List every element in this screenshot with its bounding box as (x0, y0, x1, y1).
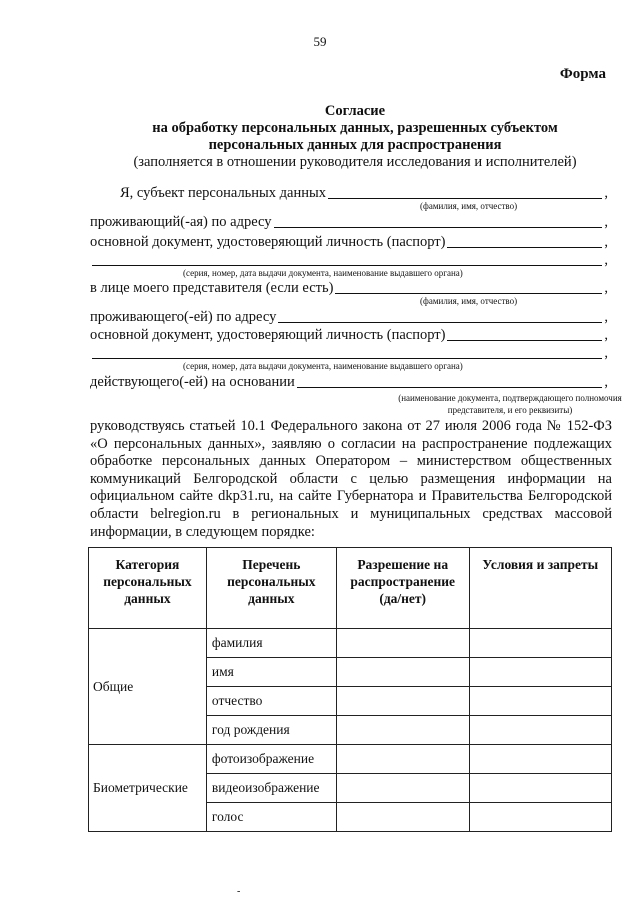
permission-cell[interactable] (336, 687, 469, 716)
table-row (89, 745, 612, 774)
address-label: проживающий(-ая) по адресу (90, 214, 272, 230)
comma: , (604, 252, 608, 268)
item-patronymic: отчество (206, 687, 336, 716)
rep-doc-field-continued[interactable] (92, 357, 602, 359)
title-line-2: на обработку персональных данных, разрешенных субъектом (152, 120, 558, 136)
conditions-cell[interactable] (469, 629, 611, 658)
hint-doc: (серия, номер, дата выдачи документа, наименование выдавшего органа) (183, 268, 463, 278)
table-header-row (89, 548, 612, 629)
rep-address-line (90, 309, 608, 326)
consent-paragraph: руководствуясь статьей 10.1 Федерального закона от 27 июля 2006 года № 152-ФЗ «О персональных данных», заявляю о согласии на распространение подлежащих обработке персональных данных Оператором – министерством общественных коммуникаций Белгородской области с целью размещения информации на официальном сайте dkp31.ru, на сайте Губернатора и Правительства Белгородской области belregion.ru в региональных и муниципальных средствах массовой информации, в следующем порядке: (90, 418, 612, 540)
basis-line (90, 374, 608, 391)
basis-field[interactable] (297, 386, 603, 388)
rep-doc-label: основной документ, удостоверяющий личность (паспорт) (90, 327, 446, 343)
rep-doc-line (90, 327, 608, 344)
title-line-3: персональных данных для распространения (208, 137, 502, 153)
comma: , (604, 327, 608, 343)
rep-line (90, 280, 608, 297)
item-surname: фамилия (206, 629, 336, 658)
conditions-cell[interactable] (469, 774, 611, 803)
doc-label: основной документ, удостоверяющий личность (паспорт) (90, 234, 446, 250)
comma: , (604, 309, 608, 325)
item-video: видеоизображение (206, 774, 336, 803)
header-conditions: Условия и запреты (469, 548, 611, 629)
permission-cell[interactable] (336, 745, 469, 774)
title-line-4: (заполняется в отношении руководителя исследования и исполнителей) (133, 154, 577, 170)
comma: , (604, 185, 608, 201)
address-line (90, 214, 608, 231)
comma: , (604, 234, 608, 250)
conditions-cell[interactable] (469, 658, 611, 687)
rep-doc-field[interactable] (447, 339, 602, 341)
item-name: имя (206, 658, 336, 687)
hint-fio: (фамилия, имя, отчество) (420, 201, 518, 211)
subject-line (120, 185, 608, 202)
header-list: Перечень персональных данных (206, 548, 336, 629)
category-general: Общие (89, 629, 207, 745)
doc-line-2 (90, 252, 608, 269)
permissions-table (88, 547, 612, 832)
header-permission: Разрешение на распространение (да/нет) (336, 548, 469, 629)
doc-field[interactable] (447, 246, 602, 248)
permission-cell[interactable] (336, 803, 469, 832)
basis-label: действующего(-ей) на основании (90, 374, 295, 390)
document-title (60, 103, 640, 171)
title-line-1: Согласие (324, 103, 386, 119)
bottom-mark: - (237, 886, 241, 897)
rep-doc-line-2 (90, 345, 608, 362)
conditions-cell[interactable] (469, 716, 611, 745)
subject-fio-field[interactable] (328, 197, 602, 199)
permission-cell[interactable] (336, 658, 469, 687)
hint-rep-fio: (фамилия, имя, отчество) (420, 296, 518, 306)
comma: , (604, 214, 608, 230)
form-label: Форма (559, 66, 606, 82)
rep-address-field[interactable] (278, 321, 602, 323)
permission-cell[interactable] (336, 629, 469, 658)
permission-cell[interactable] (336, 774, 469, 803)
rep-fio-field[interactable] (335, 292, 602, 294)
comma: , (604, 345, 608, 361)
page-number: 59 (313, 34, 327, 49)
doc-line (90, 234, 608, 251)
item-birth-year: год рождения (206, 716, 336, 745)
comma: , (604, 374, 608, 390)
address-field[interactable] (274, 226, 603, 228)
conditions-cell[interactable] (469, 745, 611, 774)
comma: , (604, 280, 608, 296)
item-voice: голос (206, 803, 336, 832)
doc-field-continued[interactable] (92, 264, 602, 266)
item-photo: фотоизображение (206, 745, 336, 774)
hint-basis: (наименование документа, подтверждающего полномочия представителя, и его реквизиты) (398, 393, 622, 415)
rep-address-label: проживающего(-ей) по адресу (90, 309, 277, 325)
header-category: Категория персональных данных (89, 548, 207, 629)
table-row (89, 629, 612, 658)
rep-label: в лице моего представителя (если есть) (90, 280, 334, 296)
conditions-cell[interactable] (469, 803, 611, 832)
hint-rep-doc: (серия, номер, дата выдачи документа, наименование выдавшего органа) (183, 361, 463, 371)
category-biometric: Биометрические (89, 745, 207, 832)
conditions-cell[interactable] (469, 687, 611, 716)
subject-label: Я, субъект персональных данных (120, 185, 326, 201)
permission-cell[interactable] (336, 716, 469, 745)
